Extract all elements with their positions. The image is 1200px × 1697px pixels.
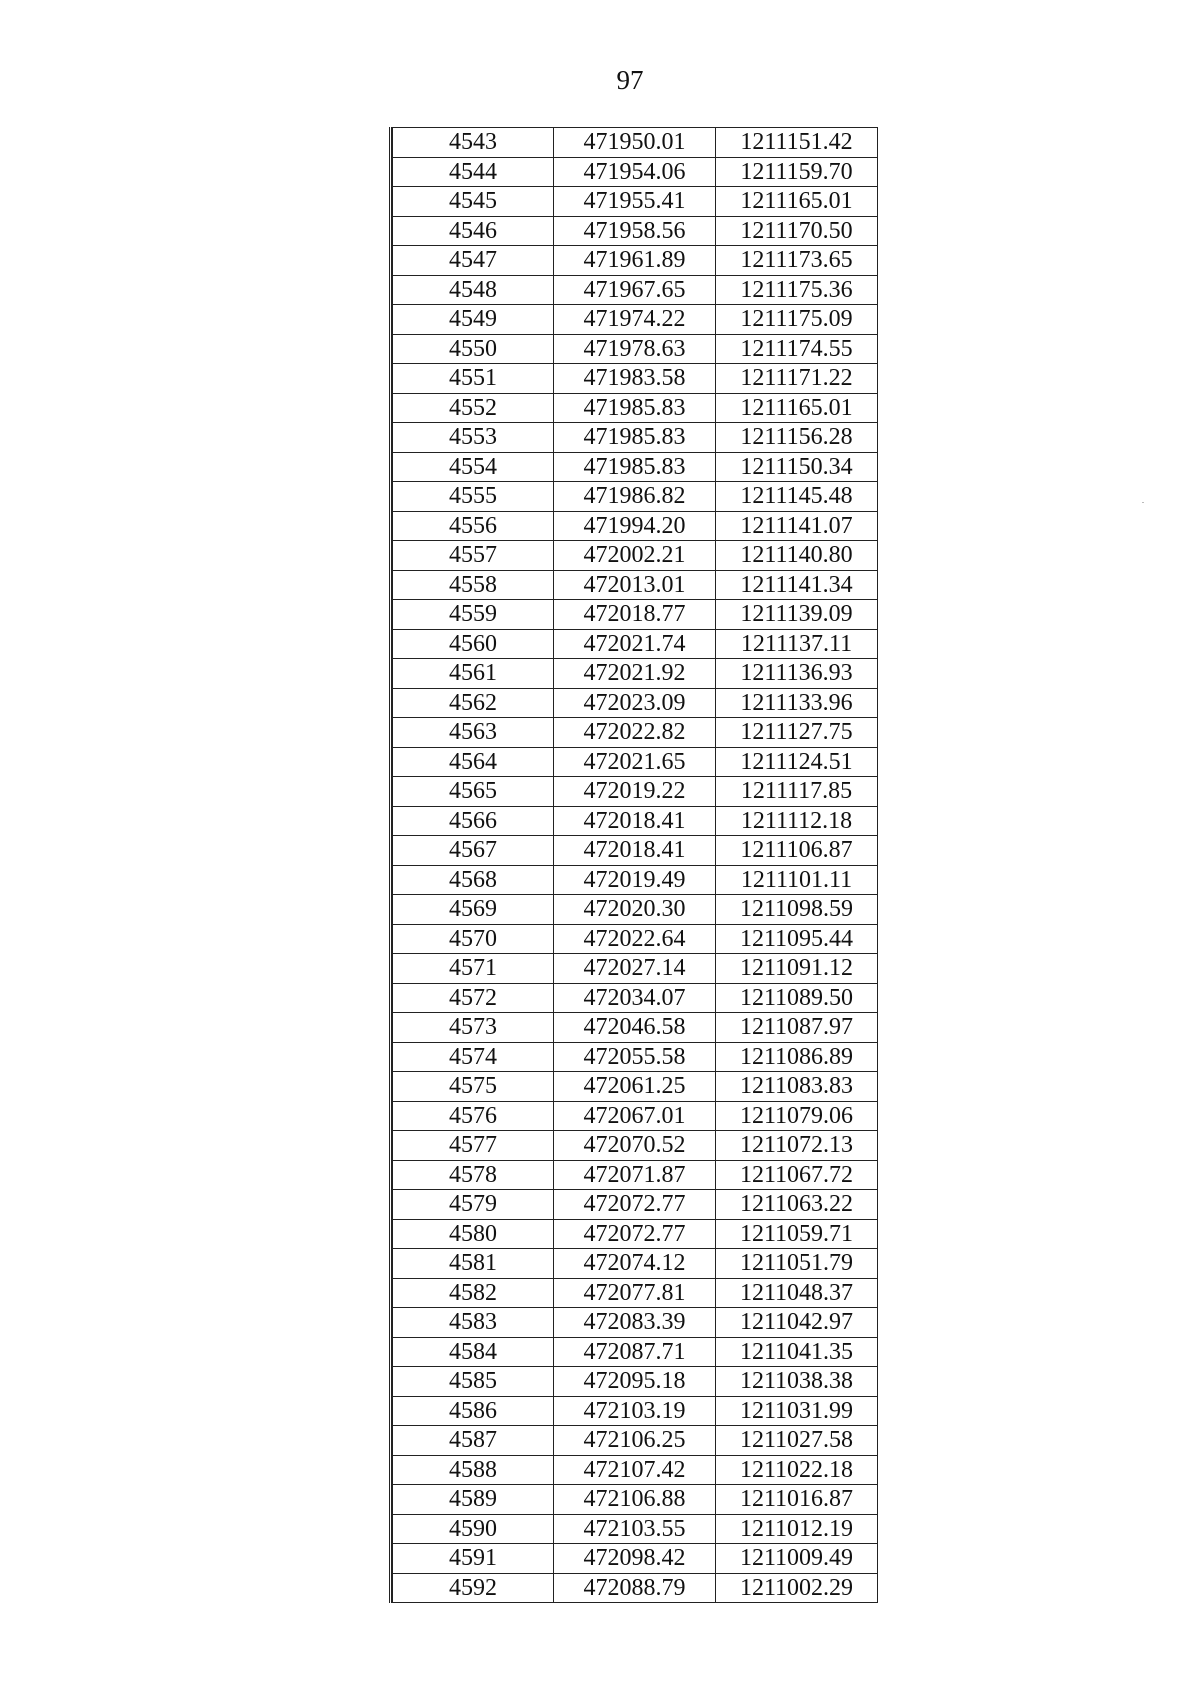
table-row xyxy=(393,924,878,954)
y-coordinate-cell: 1211031.99 xyxy=(716,1396,878,1426)
y-coordinate-cell: 1211141.07 xyxy=(716,511,878,541)
table-row xyxy=(393,954,878,984)
table-row xyxy=(393,1072,878,1102)
y-coordinate-cell: 1211016.87 xyxy=(716,1485,878,1515)
y-coordinate-cell: 1211145.48 xyxy=(716,482,878,512)
x-coordinate-cell: 472019.22 xyxy=(554,777,716,807)
coordinates-table-wrapper xyxy=(389,127,878,1603)
table-row xyxy=(393,423,878,453)
table-row xyxy=(393,364,878,394)
point-number-cell: 4548 xyxy=(393,275,554,305)
table-row xyxy=(393,1013,878,1043)
table-row xyxy=(393,895,878,925)
point-number-cell: 4572 xyxy=(393,983,554,1013)
point-number-cell: 4577 xyxy=(393,1131,554,1161)
point-number-cell: 4552 xyxy=(393,393,554,423)
table-row xyxy=(393,452,878,482)
y-coordinate-cell: 1211175.36 xyxy=(716,275,878,305)
point-number-cell: 4566 xyxy=(393,806,554,836)
point-number-cell: 4543 xyxy=(393,128,554,158)
point-number-cell: 4578 xyxy=(393,1160,554,1190)
y-coordinate-cell: 1211101.11 xyxy=(716,865,878,895)
y-coordinate-cell: 1211136.93 xyxy=(716,659,878,689)
point-number-cell: 4570 xyxy=(393,924,554,954)
x-coordinate-cell: 472072.77 xyxy=(554,1219,716,1249)
y-coordinate-cell: 1211091.12 xyxy=(716,954,878,984)
point-number-cell: 4580 xyxy=(393,1219,554,1249)
point-number-cell: 4561 xyxy=(393,659,554,689)
x-coordinate-cell: 472055.58 xyxy=(554,1042,716,1072)
point-number-cell: 4557 xyxy=(393,541,554,571)
table-row xyxy=(393,865,878,895)
y-coordinate-cell: 1211159.70 xyxy=(716,157,878,187)
point-number-cell: 4585 xyxy=(393,1367,554,1397)
table-row xyxy=(393,570,878,600)
table-row xyxy=(393,187,878,217)
point-number-cell: 4562 xyxy=(393,688,554,718)
x-coordinate-cell: 472106.25 xyxy=(554,1426,716,1456)
y-coordinate-cell: 1211002.29 xyxy=(716,1573,878,1603)
x-coordinate-cell: 471983.58 xyxy=(554,364,716,394)
x-coordinate-cell: 472107.42 xyxy=(554,1455,716,1485)
y-coordinate-cell: 1211087.97 xyxy=(716,1013,878,1043)
point-number-cell: 4555 xyxy=(393,482,554,512)
table-row xyxy=(393,393,878,423)
y-coordinate-cell: 1211041.35 xyxy=(716,1337,878,1367)
x-coordinate-cell: 471955.41 xyxy=(554,187,716,217)
scan-speck xyxy=(1142,502,1144,503)
table-row xyxy=(393,1396,878,1426)
x-coordinate-cell: 472021.74 xyxy=(554,629,716,659)
table-row xyxy=(393,1278,878,1308)
point-number-cell: 4556 xyxy=(393,511,554,541)
y-coordinate-cell: 1211124.51 xyxy=(716,747,878,777)
point-number-cell: 4550 xyxy=(393,334,554,364)
x-coordinate-cell: 472095.18 xyxy=(554,1367,716,1397)
point-number-cell: 4575 xyxy=(393,1072,554,1102)
table-row xyxy=(393,157,878,187)
table-row xyxy=(393,334,878,364)
point-number-cell: 4558 xyxy=(393,570,554,600)
x-coordinate-cell: 472077.81 xyxy=(554,1278,716,1308)
y-coordinate-cell: 1211095.44 xyxy=(716,924,878,954)
y-coordinate-cell: 1211141.34 xyxy=(716,570,878,600)
y-coordinate-cell: 1211009.49 xyxy=(716,1544,878,1574)
x-coordinate-cell: 472019.49 xyxy=(554,865,716,895)
table-row xyxy=(393,1219,878,1249)
y-coordinate-cell: 1211170.50 xyxy=(716,216,878,246)
point-number-cell: 4564 xyxy=(393,747,554,777)
table-row xyxy=(393,1426,878,1456)
point-number-cell: 4547 xyxy=(393,246,554,276)
table-row xyxy=(393,1249,878,1279)
point-number-cell: 4544 xyxy=(393,157,554,187)
table-row xyxy=(393,806,878,836)
x-coordinate-cell: 471986.82 xyxy=(554,482,716,512)
y-coordinate-cell: 1211022.18 xyxy=(716,1455,878,1485)
point-number-cell: 4549 xyxy=(393,305,554,335)
point-number-cell: 4567 xyxy=(393,836,554,866)
table-row xyxy=(393,1042,878,1072)
x-coordinate-cell: 471974.22 xyxy=(554,305,716,335)
point-number-cell: 4584 xyxy=(393,1337,554,1367)
table-row xyxy=(393,246,878,276)
x-coordinate-cell: 472103.55 xyxy=(554,1514,716,1544)
table-row xyxy=(393,128,878,158)
point-number-cell: 4590 xyxy=(393,1514,554,1544)
point-number-cell: 4591 xyxy=(393,1544,554,1574)
x-coordinate-cell: 472022.82 xyxy=(554,718,716,748)
x-coordinate-cell: 472022.64 xyxy=(554,924,716,954)
table-row xyxy=(393,1455,878,1485)
table-row xyxy=(393,1131,878,1161)
table-row xyxy=(393,275,878,305)
x-coordinate-cell: 472067.01 xyxy=(554,1101,716,1131)
point-number-cell: 4551 xyxy=(393,364,554,394)
y-coordinate-cell: 1211083.83 xyxy=(716,1072,878,1102)
table-row xyxy=(393,688,878,718)
y-coordinate-cell: 1211133.96 xyxy=(716,688,878,718)
x-coordinate-cell: 472018.41 xyxy=(554,806,716,836)
point-number-cell: 4560 xyxy=(393,629,554,659)
y-coordinate-cell: 1211086.89 xyxy=(716,1042,878,1072)
y-coordinate-cell: 1211165.01 xyxy=(716,393,878,423)
table-row xyxy=(393,718,878,748)
x-coordinate-cell: 472072.77 xyxy=(554,1190,716,1220)
y-coordinate-cell: 1211173.65 xyxy=(716,246,878,276)
table-row xyxy=(393,1160,878,1190)
y-coordinate-cell: 1211089.50 xyxy=(716,983,878,1013)
x-coordinate-cell: 472021.92 xyxy=(554,659,716,689)
x-coordinate-cell: 471961.89 xyxy=(554,246,716,276)
y-coordinate-cell: 1211027.58 xyxy=(716,1426,878,1456)
x-coordinate-cell: 472103.19 xyxy=(554,1396,716,1426)
point-number-cell: 4592 xyxy=(393,1573,554,1603)
table-row xyxy=(393,836,878,866)
point-number-cell: 4589 xyxy=(393,1485,554,1515)
table-row xyxy=(393,1190,878,1220)
point-number-cell: 4546 xyxy=(393,216,554,246)
table-row xyxy=(393,305,878,335)
x-coordinate-cell: 471958.56 xyxy=(554,216,716,246)
y-coordinate-cell: 1211072.13 xyxy=(716,1131,878,1161)
point-number-cell: 4565 xyxy=(393,777,554,807)
y-coordinate-cell: 1211112.18 xyxy=(716,806,878,836)
table-row xyxy=(393,983,878,1013)
table-row xyxy=(393,1337,878,1367)
y-coordinate-cell: 1211106.87 xyxy=(716,836,878,866)
x-coordinate-cell: 472034.07 xyxy=(554,983,716,1013)
x-coordinate-cell: 472106.88 xyxy=(554,1485,716,1515)
y-coordinate-cell: 1211048.37 xyxy=(716,1278,878,1308)
table-row xyxy=(393,216,878,246)
x-coordinate-cell: 472018.77 xyxy=(554,600,716,630)
table-row xyxy=(393,1573,878,1603)
table-body xyxy=(393,128,878,1603)
point-number-cell: 4571 xyxy=(393,954,554,984)
y-coordinate-cell: 1211150.34 xyxy=(716,452,878,482)
y-coordinate-cell: 1211140.80 xyxy=(716,541,878,571)
table-row xyxy=(393,482,878,512)
x-coordinate-cell: 472046.58 xyxy=(554,1013,716,1043)
x-coordinate-cell: 472023.09 xyxy=(554,688,716,718)
point-number-cell: 4563 xyxy=(393,718,554,748)
y-coordinate-cell: 1211038.38 xyxy=(716,1367,878,1397)
x-coordinate-cell: 472098.42 xyxy=(554,1544,716,1574)
y-coordinate-cell: 1211165.01 xyxy=(716,187,878,217)
y-coordinate-cell: 1211067.72 xyxy=(716,1160,878,1190)
point-number-cell: 4586 xyxy=(393,1396,554,1426)
y-coordinate-cell: 1211098.59 xyxy=(716,895,878,925)
table-row xyxy=(393,1514,878,1544)
point-number-cell: 4574 xyxy=(393,1042,554,1072)
point-number-cell: 4587 xyxy=(393,1426,554,1456)
table-row xyxy=(393,1367,878,1397)
point-number-cell: 4573 xyxy=(393,1013,554,1043)
y-coordinate-cell: 1211042.97 xyxy=(716,1308,878,1338)
x-coordinate-cell: 471985.83 xyxy=(554,423,716,453)
y-coordinate-cell: 1211079.06 xyxy=(716,1101,878,1131)
table-row xyxy=(393,1101,878,1131)
point-number-cell: 4576 xyxy=(393,1101,554,1131)
y-coordinate-cell: 1211139.09 xyxy=(716,600,878,630)
x-coordinate-cell: 472087.71 xyxy=(554,1337,716,1367)
y-coordinate-cell: 1211171.22 xyxy=(716,364,878,394)
point-number-cell: 4545 xyxy=(393,187,554,217)
x-coordinate-cell: 472083.39 xyxy=(554,1308,716,1338)
x-coordinate-cell: 472088.79 xyxy=(554,1573,716,1603)
table-row xyxy=(393,1308,878,1338)
y-coordinate-cell: 1211059.71 xyxy=(716,1219,878,1249)
x-coordinate-cell: 472070.52 xyxy=(554,1131,716,1161)
x-coordinate-cell: 472002.21 xyxy=(554,541,716,571)
point-number-cell: 4568 xyxy=(393,865,554,895)
point-number-cell: 4588 xyxy=(393,1455,554,1485)
table-row xyxy=(393,1485,878,1515)
x-coordinate-cell: 471994.20 xyxy=(554,511,716,541)
x-coordinate-cell: 472018.41 xyxy=(554,836,716,866)
y-coordinate-cell: 1211174.55 xyxy=(716,334,878,364)
x-coordinate-cell: 471985.83 xyxy=(554,393,716,423)
x-coordinate-cell: 471985.83 xyxy=(554,452,716,482)
table-row xyxy=(393,1544,878,1574)
x-coordinate-cell: 472061.25 xyxy=(554,1072,716,1102)
point-number-cell: 4553 xyxy=(393,423,554,453)
x-coordinate-cell: 472020.30 xyxy=(554,895,716,925)
point-number-cell: 4579 xyxy=(393,1190,554,1220)
point-number-cell: 4554 xyxy=(393,452,554,482)
point-number-cell: 4581 xyxy=(393,1249,554,1279)
y-coordinate-cell: 1211063.22 xyxy=(716,1190,878,1220)
y-coordinate-cell: 1211127.75 xyxy=(716,718,878,748)
x-coordinate-cell: 471954.06 xyxy=(554,157,716,187)
y-coordinate-cell: 1211012.19 xyxy=(716,1514,878,1544)
table-row xyxy=(393,777,878,807)
page-number: 97 xyxy=(616,65,644,95)
y-coordinate-cell: 1211156.28 xyxy=(716,423,878,453)
table-row xyxy=(393,511,878,541)
x-coordinate-cell: 472074.12 xyxy=(554,1249,716,1279)
x-coordinate-cell: 472013.01 xyxy=(554,570,716,600)
x-coordinate-cell: 472021.65 xyxy=(554,747,716,777)
x-coordinate-cell: 471967.65 xyxy=(554,275,716,305)
x-coordinate-cell: 471978.63 xyxy=(554,334,716,364)
y-coordinate-cell: 1211051.79 xyxy=(716,1249,878,1279)
point-number-cell: 4583 xyxy=(393,1308,554,1338)
point-number-cell: 4582 xyxy=(393,1278,554,1308)
point-number-cell: 4559 xyxy=(393,600,554,630)
x-coordinate-cell: 471950.01 xyxy=(554,128,716,158)
table-row xyxy=(393,659,878,689)
y-coordinate-cell: 1211151.42 xyxy=(716,128,878,158)
table-row xyxy=(393,541,878,571)
y-coordinate-cell: 1211137.11 xyxy=(716,629,878,659)
table-row xyxy=(393,600,878,630)
coordinates-table xyxy=(392,127,878,1603)
table-row xyxy=(393,747,878,777)
x-coordinate-cell: 472071.87 xyxy=(554,1160,716,1190)
table-row xyxy=(393,629,878,659)
point-number-cell: 4569 xyxy=(393,895,554,925)
y-coordinate-cell: 1211117.85 xyxy=(716,777,878,807)
x-coordinate-cell: 472027.14 xyxy=(554,954,716,984)
y-coordinate-cell: 1211175.09 xyxy=(716,305,878,335)
